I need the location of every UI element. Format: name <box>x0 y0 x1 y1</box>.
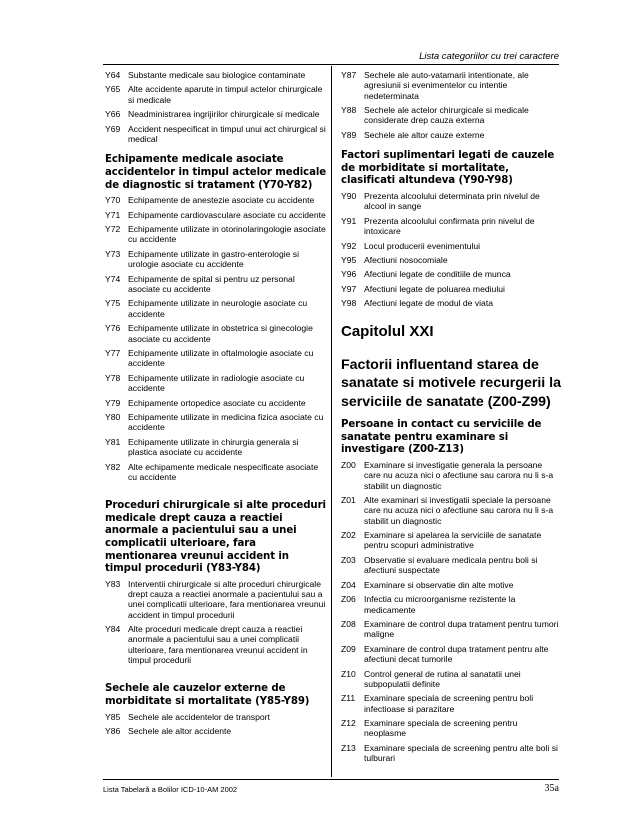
category-description: Control general de rutina al sanatatii unei subpopulatii definite <box>364 668 521 689</box>
category-description: Examinare si observatie din alte motive <box>364 579 514 590</box>
category-description: Infectia cu microorganisme rezistente la medicamente <box>364 594 516 615</box>
category-description: Echipamente de anestezie asociate cu accidente <box>128 195 315 206</box>
category-description: Alte examinari si investigatii speciale la persoane care nu acuza nici o afectiune sau carora nu li s-a stabilit un diagnostic <box>364 495 554 526</box>
category-entry <box>105 579 327 620</box>
category-entry <box>105 373 327 394</box>
entry-list <box>105 712 327 737</box>
category-code: Y81 <box>105 436 121 447</box>
right-column <box>341 70 561 768</box>
category-entry <box>341 693 561 714</box>
category-code: Y73 <box>105 248 121 259</box>
category-description: Echipamente cardiovasculare asociate cu accidente <box>128 209 326 220</box>
category-entry <box>341 191 561 212</box>
entry-list <box>105 579 327 666</box>
category-entry <box>105 224 327 245</box>
category-description: Echipamente utilizate in oftalmologie asociate cu accidente <box>128 348 314 369</box>
entry-list <box>341 70 561 140</box>
section-heading: Factori suplimentari legati de cauzele de morbiditate si mortalitate, clasificati altundeva (Y90-Y98) <box>341 150 555 187</box>
category-code: Y86 <box>105 726 121 736</box>
category-description: Prezenta alcoolului confirmata prin nivelul de intoxicare <box>364 215 535 237</box>
category-entry <box>105 195 327 205</box>
category-description: Echipamente utilizate in gastro-enterologie si urologie asociate cu accidente <box>128 248 300 270</box>
category-description: Locul producerii evenimentului <box>364 240 481 251</box>
category-code: Y70 <box>105 195 121 206</box>
category-entry <box>341 594 561 615</box>
category-code: Z12 <box>341 718 356 729</box>
category-description: Echipamente de spital si pentru uz personal asociate cu accidente <box>128 273 295 294</box>
category-description: Examinare de control dupa tratament pentru alte afectiuni decat tumorile <box>364 643 549 665</box>
category-code: Y66 <box>105 109 121 120</box>
category-entry <box>105 124 327 145</box>
category-description: Examinare si apelarea la serviciile de sanatate pentru scopuri administrative <box>364 530 542 551</box>
section-heading: Proceduri chirurgicale si alte proceduri medicale drept cauza a reactiei anormale a pacientului sau a unei complicatii ulterioare, fara mentionarea vreunui accident in timpul procedurii (Y83-Y84) <box>105 500 326 575</box>
chapter-heading: Capitolul XXI <box>341 322 434 340</box>
category-description: Afectiuni legate de conditiile de munca <box>364 269 511 280</box>
category-code: Z00 <box>341 460 356 471</box>
entry-list <box>105 70 327 144</box>
category-entry <box>341 241 561 251</box>
category-entry <box>105 84 327 105</box>
category-description: Echipamente utilizate in chirurgia generala si plastica asociate cu accidente <box>128 436 299 458</box>
category-entry <box>341 718 561 739</box>
category-code: Y79 <box>105 397 121 408</box>
category-entry <box>341 105 561 126</box>
category-code: Y95 <box>341 254 357 265</box>
chapter-title: Factorii influentand starea de sanatate si motivele recurgerii la serviciile de sanatate (Z00-Z99) <box>341 356 562 410</box>
category-entry <box>105 109 327 119</box>
category-entry <box>105 462 327 483</box>
category-description: Prezenta alcoolului determinata prin nivelul de alcool in sange <box>364 190 540 212</box>
category-code: Z13 <box>341 742 356 753</box>
category-description: Examinare speciala de screening pentru neoplasme <box>364 718 518 739</box>
category-entry <box>341 130 561 140</box>
category-code: Y89 <box>341 129 357 140</box>
category-entry <box>341 669 561 690</box>
category-entry <box>341 255 561 265</box>
category-entry <box>105 210 327 220</box>
category-entry <box>341 70 561 101</box>
category-code: Y72 <box>105 224 121 235</box>
running-header: Lista categoriilor cu trei caractere <box>419 51 559 62</box>
category-entry <box>341 495 561 526</box>
category-entry <box>105 348 327 369</box>
category-entry <box>105 624 327 665</box>
category-description: Afectiuni legate de poluarea mediului <box>364 283 505 294</box>
entry-list <box>341 460 561 763</box>
category-code: Y88 <box>341 105 357 116</box>
category-description: Sechele ale accidentelor de transport <box>128 711 270 722</box>
category-entry <box>341 619 561 640</box>
category-code: Y65 <box>105 84 121 95</box>
category-entry <box>341 284 561 294</box>
section-heading: Echipamente medicale asociate accidentelor in timpul actelor medicale de diagnostic si tratament (Y70-Y82) <box>105 154 327 191</box>
category-description: Examinare speciala de screening pentru alte boli si tulburari <box>364 742 558 764</box>
category-code: Y75 <box>105 298 121 309</box>
section-heading: Persoane in contact cu serviciile de sanatate pentru examinare si investigare (Z00-Z13) <box>341 419 542 456</box>
left-column <box>105 70 327 740</box>
category-code: Z04 <box>341 579 356 590</box>
category-description: Alte proceduri medicale drept cauza a reactiei anormale a pacientului sau a unei complicatii ulterioare, fara mentionarea vreunui accident in timpul procedurii <box>128 624 308 666</box>
category-entry <box>341 644 561 665</box>
category-description: Examinare si investigatie generala la persoane care nu acuza nici o afectiune sau carora nu li s-a stabilit un diagnostic <box>364 460 554 491</box>
category-code: Z09 <box>341 643 356 654</box>
category-code: Z03 <box>341 554 356 565</box>
category-code: Y85 <box>105 711 121 722</box>
category-code: Y97 <box>341 283 357 294</box>
category-entry <box>341 216 561 237</box>
category-entry <box>341 460 561 491</box>
category-description: Echipamente utilizate in neurologie asociate cu accidente <box>128 298 308 319</box>
category-code: Y64 <box>105 70 121 80</box>
category-description: Echipamente ortopedice asociate cu accidente <box>128 397 306 408</box>
category-code: Y77 <box>105 348 121 358</box>
category-entry <box>105 274 327 295</box>
category-description: Interventii chirurgicale si alte proceduri chirurgicale drept cauza a reactiei anormale a pacientului sau a unei complicatii ulterioare, fara mentionarea vreunui accident in timpul procedurii <box>128 578 326 620</box>
category-entry <box>341 269 561 279</box>
category-entry <box>105 412 327 433</box>
category-code: Y91 <box>341 215 357 226</box>
category-entry <box>105 437 327 458</box>
category-code: Y90 <box>341 190 357 201</box>
entry-list <box>105 195 327 482</box>
category-code: Y80 <box>105 412 121 423</box>
category-code: Z11 <box>341 693 356 704</box>
category-entry <box>105 323 327 344</box>
category-code: Y74 <box>105 273 121 284</box>
category-code: Y96 <box>341 269 357 280</box>
category-code: Y69 <box>105 123 121 134</box>
category-code: Y87 <box>341 70 357 80</box>
footer-text: Lista Tabelară a Bolilor ICD-10-AM 2002 <box>103 785 238 794</box>
category-description: Neadministrarea ingrijirilor chirurgicale si medicale <box>128 109 320 120</box>
category-entry <box>105 249 327 270</box>
category-code: Z02 <box>341 530 356 541</box>
category-description: Sechele ale altor accidente <box>128 726 232 736</box>
category-entry <box>105 298 327 319</box>
category-entry <box>341 530 561 551</box>
category-code: Y76 <box>105 323 121 334</box>
header-rule <box>103 64 559 65</box>
category-description: Echipamente utilizate in medicina fizica asociate cu accidente <box>128 412 324 433</box>
category-description: Sechele ale actelor chirurgicale si medicale considerate drep cauza externa <box>364 105 529 126</box>
category-description: Echipamente utilizate in obstetrica si ginecologie asociate cu accidente <box>128 323 313 344</box>
category-entry <box>105 712 327 722</box>
category-description: Accident nespecificat in timpul unui act chirurgical si medical <box>128 123 326 145</box>
category-description: Substante medicale sau biologice contaminate <box>128 70 306 80</box>
category-description: Observatie si evaluare medicala pentru boli si afectiuni suspectate <box>364 554 538 576</box>
category-description: Echipamente utilizate in radiologie asociate cu accidente <box>128 372 305 394</box>
category-description: Echipamente utilizate in otorinolaringologie asociate cu accidente <box>128 224 326 245</box>
category-entry <box>105 398 327 408</box>
category-code: Y84 <box>105 624 121 635</box>
footer-rule <box>103 779 559 780</box>
category-code: Y78 <box>105 372 121 383</box>
category-description: Sechele ale altor cauze externe <box>364 129 485 140</box>
category-entry <box>341 555 561 576</box>
category-code: Y92 <box>341 240 357 251</box>
category-description: Afectiuni nosocomiale <box>364 254 448 265</box>
category-description: Examinare de control dupa tratament pentru tumori maligne <box>364 619 559 640</box>
category-entry <box>105 70 327 80</box>
category-code: Y83 <box>105 578 121 589</box>
section-heading: Sechele ale cauzelor externe de morbiditate si mortalitate (Y85-Y89) <box>105 683 310 707</box>
page-number: 35a <box>544 783 559 794</box>
category-code: Z06 <box>341 594 356 605</box>
category-description: Afectiuni legate de modul de viata <box>364 298 493 309</box>
category-entry <box>341 580 561 590</box>
category-code: Y82 <box>105 461 121 472</box>
category-code: Z01 <box>341 495 356 506</box>
category-entry <box>105 726 327 736</box>
category-code: Z08 <box>341 619 356 629</box>
category-code: Y98 <box>341 298 357 309</box>
category-description: Sechele ale auto-vatamarii intentionate, ale agresiunii si evenimentelor cu intentie nedeterminata <box>364 70 529 101</box>
category-code: Z10 <box>341 668 356 679</box>
category-code: Y71 <box>105 209 121 220</box>
category-description: Examinare speciala de screening pentru boli infectioase si parazitare <box>364 693 534 714</box>
category-description: Alte echipamente medicale nespecificate asociate cu accidente <box>128 461 319 482</box>
entry-list <box>341 191 561 309</box>
category-description: Alte accidente aparute in timpul actelor chirurgicale si medicale <box>128 84 323 105</box>
column-divider <box>331 66 332 777</box>
category-entry <box>341 743 561 764</box>
category-entry <box>341 298 561 308</box>
